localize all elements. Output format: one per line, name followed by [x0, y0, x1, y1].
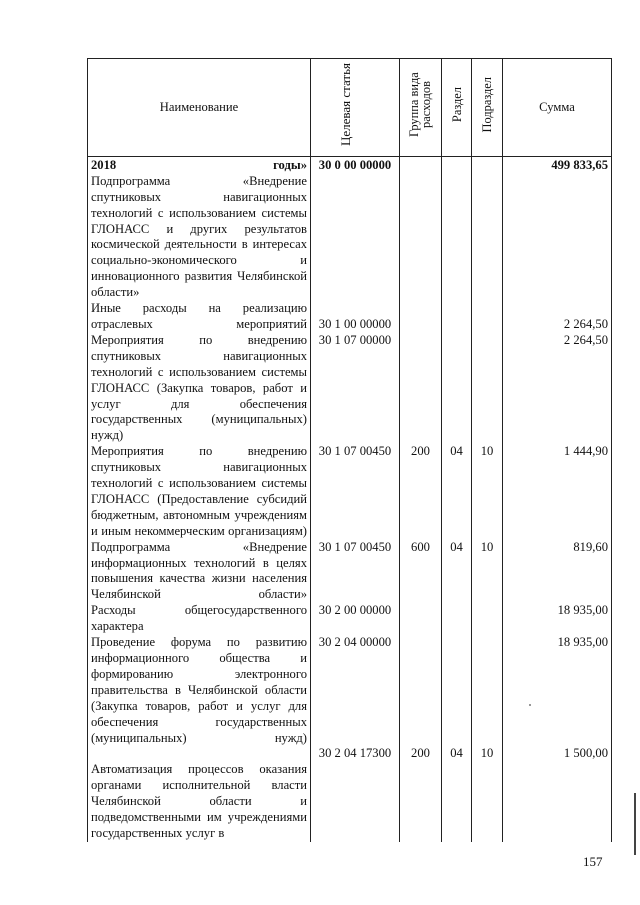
row-subsection: 10 — [472, 444, 503, 539]
row-section: 04 — [442, 746, 472, 762]
row-code: 30 1 07 00450 — [311, 540, 400, 604]
row-group: 600 — [400, 540, 442, 604]
row-name: Подпрограмма «Внедрение информационных технологий в целях повышения качества жизни населения Челябинской области» — [88, 540, 311, 604]
row-group — [400, 333, 442, 444]
header-subsection: Подраздел — [480, 77, 494, 133]
row-group — [400, 635, 442, 746]
row-section — [442, 333, 472, 444]
row-name: Проведение форума по развитию информационного общества и формированию электронного правительства в Челябинской области (Закупка товаров, работ и услуг для обеспечения государственных (муниципальных) нужд) — [88, 635, 311, 746]
row-name: 2018 годы» Подпрограмма «Внедрение спутниковых навигационных технологий с использованием системы ГЛОНАСС и других результатов космической деятельности в интересах социально-экономического и инновационного развития Челябинской области» — [88, 156, 311, 301]
scan-speck — [529, 704, 531, 706]
row-sum: 499 833,65 — [503, 156, 612, 301]
row-group — [400, 156, 442, 301]
row-subsection — [472, 762, 503, 842]
row-code: 30 1 00 00000 — [311, 301, 400, 333]
table-row — [88, 603, 612, 635]
row-section: 04 — [442, 540, 472, 604]
row-code: 30 0 00 00000 — [311, 156, 400, 301]
row-subsection — [472, 603, 503, 635]
budget-table — [87, 58, 612, 842]
row-group — [400, 301, 442, 333]
row-section — [442, 603, 472, 635]
table-header-row — [88, 59, 612, 157]
table-row — [88, 333, 612, 444]
row-code: 30 2 04 17300 — [311, 746, 400, 762]
row-section — [442, 156, 472, 301]
header-target: Целевая статья — [338, 63, 353, 147]
row-name: Мероприятия по внедрению спутниковых навигационных технологий с использованием системы ГЛОНАСС (Предоставление субсидий бюджетным, автономным учреждениям и иным некоммерческим организациям) — [88, 444, 311, 539]
row-group — [400, 603, 442, 635]
row-group: 200 — [400, 746, 442, 762]
header-sum: Сумма — [503, 59, 612, 157]
row-subsection — [472, 156, 503, 301]
header-name: Наименование — [88, 59, 311, 157]
row-section — [442, 301, 472, 333]
table-row — [88, 540, 612, 604]
header-group: Группа вида расходов — [406, 72, 433, 138]
header-section: Раздел — [449, 87, 464, 123]
row-name: Автоматизация процессов оказания органами исполнительной власти Челябинской области и подведомственными им учреждениями государственных услуг в — [88, 762, 311, 842]
row-sum: 18 935,00 — [503, 603, 612, 635]
row-name: Расходы общегосударственного характера — [88, 603, 311, 635]
row-sum: 2 264,50 — [503, 301, 612, 333]
table-row — [88, 156, 612, 301]
row-section: 04 — [442, 444, 472, 539]
row-sum: 819,60 — [503, 540, 612, 604]
row-name: Мероприятия по внедрению спутниковых навигационных технологий с использованием системы ГЛОНАСС (Закупка товаров, работ и услуг для обеспечения государственных (муниципальных) нужд) — [88, 333, 311, 444]
row-subsection: 10 — [472, 540, 503, 604]
row-group — [400, 762, 442, 842]
row-name-bold: 2018 годы» — [91, 157, 307, 172]
scan-edge-mark — [634, 793, 636, 855]
row-sum: 1 500,00 — [503, 746, 612, 762]
row-code — [311, 762, 400, 842]
row-subsection — [472, 635, 503, 746]
row-sum: 2 264,50 — [503, 333, 612, 444]
row-subsection — [472, 333, 503, 444]
row-code: 30 1 07 00450 — [311, 444, 400, 539]
row-subsection: 10 — [472, 746, 503, 762]
row-section — [442, 762, 472, 842]
table-row — [88, 444, 612, 539]
row-sum: 18 935,00 — [503, 635, 612, 746]
row-sum: 1 444,90 — [503, 444, 612, 539]
row-name: Иные расходы на реализацию отраслевых мероприятий — [88, 301, 311, 333]
row-sum — [503, 762, 612, 842]
row-subsection — [472, 301, 503, 333]
row-name — [88, 746, 311, 762]
table-row — [88, 762, 612, 842]
row-code: 30 1 07 00000 — [311, 333, 400, 444]
table-row — [88, 635, 612, 746]
row-code: 30 2 04 00000 — [311, 635, 400, 746]
table-row — [88, 301, 612, 333]
row-code: 30 2 00 00000 — [311, 603, 400, 635]
table-row — [88, 746, 612, 762]
row-group: 200 — [400, 444, 442, 539]
row-section — [442, 635, 472, 746]
page-number: 157 — [583, 854, 603, 869]
